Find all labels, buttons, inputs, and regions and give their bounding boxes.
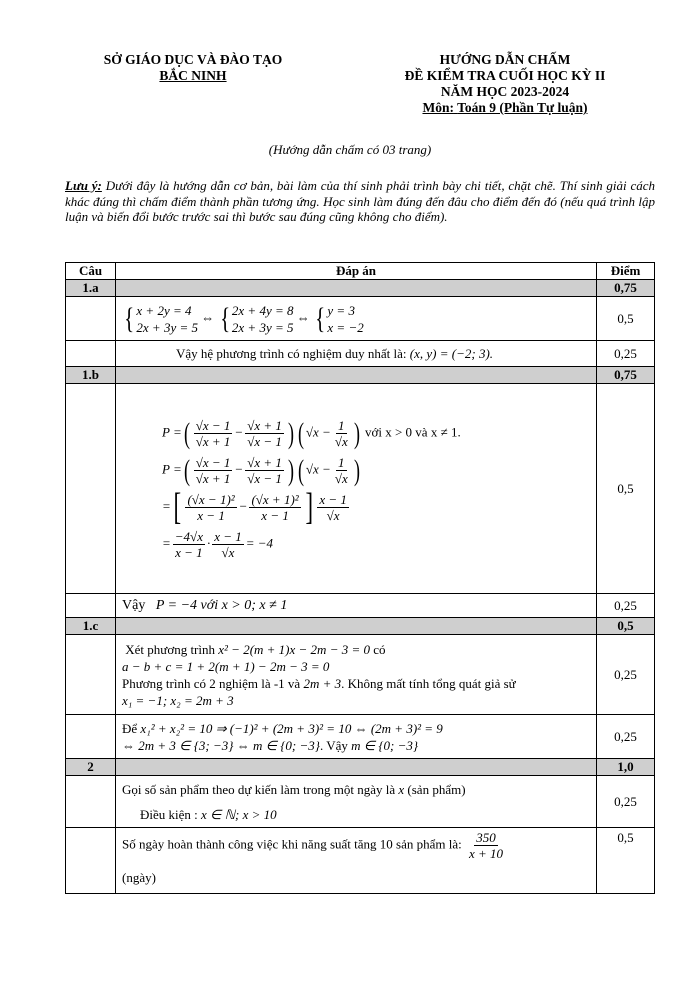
org-province: BẮC NINH [159, 68, 227, 83]
title-line-2: ĐỀ KIỂM TRA CUỐI HỌC KỲ II [404, 68, 606, 83]
section-total: 0,5 [597, 618, 655, 635]
conclusion: Vậy hệ phương trình có nghiệm duy nhất là: (x, y) = (−2; 3). [116, 341, 597, 367]
section-label: 1.a [66, 280, 116, 297]
score: 0,5 [597, 384, 655, 594]
org-name: SỞ GIÁO DỤC VÀ ĐÀO TẠO [103, 52, 283, 67]
title-line-1: HƯỚNG DẪN CHẤM [439, 52, 571, 67]
answer-table [65, 262, 655, 894]
note-text: Dưới đây là hướng dẫn cơ bản, bài làm của thí sinh phải trình bày chi tiết, chặt chẽ. Thí sinh giải cách khác đúng thì chấm điểm thành phần tương ứng. Học sinh làm đúng đến đâu cho điểm đến đó (nếu quá trình lập luận và biến đổi bước trước sai thì bước sau đúng cũng không cho điểm). [65, 178, 655, 224]
header-dap-an: Đáp án [116, 263, 597, 280]
conclusion: Vậy P = −4 với x > 0; x ≠ 1 [116, 594, 597, 618]
document-title-block [360, 52, 650, 116]
score: 0,5 [597, 828, 655, 894]
score: 0,25 [597, 341, 655, 367]
table-row [66, 635, 655, 715]
score: 0,25 [597, 635, 655, 715]
section-row-2 [66, 759, 655, 776]
header-diem: Điểm [597, 263, 655, 280]
header-cau: Câu [66, 263, 116, 280]
table-row [66, 384, 655, 594]
title-line-3: NĂM HỌC 2023-2024 [440, 84, 570, 99]
section-row-1a [66, 280, 655, 297]
note-label: Lưu ý: [65, 178, 102, 193]
score: 0,25 [597, 715, 655, 759]
table-row [66, 594, 655, 618]
table-row [66, 297, 655, 341]
table-row [66, 715, 655, 759]
variable-setup: Gọi số sản phẩm theo dự kiến làm trong một ngày là x (sản phẩm) Điều kiện : x ∈ ℕ; x > 10 [116, 776, 597, 828]
score: 0,25 [597, 776, 655, 828]
condition-solution: Để x₁² + x₂² = 10 ⇒ (−1)² + (2m + 3)² = 10 ⇔ (2m + 3)² = 9 ⇔ 2m + 3 ∈ {3; −3} ⇔ m ∈ {0; −3}. Vậy m ∈ {0; −3} [116, 715, 597, 759]
section-total: 0,75 [597, 367, 655, 384]
subject-line: Môn: Toán 9 (Phần Tự luận) [422, 100, 588, 115]
table-row [66, 341, 655, 367]
table-row [66, 776, 655, 828]
section-row-1b [66, 367, 655, 384]
section-label: 2 [66, 759, 116, 776]
section-total: 0,75 [597, 280, 655, 297]
section-label: 1.c [66, 618, 116, 635]
page-count-note: (Hướng dẫn chấm có 03 trang) [268, 142, 432, 157]
grading-note [65, 178, 655, 225]
section-label: 1.b [66, 367, 116, 384]
score: 0,25 [597, 594, 655, 618]
vieta-argument: Xét phương trình x² − 2(m + 1)x − 2m − 3 = 0 có a − b + c = 1 + 2(m + 1) − 2m − 3 = 0 Phương trình có 2 nghiệm là -1 và 2m + 3. Không mất tính tổng quát giả sử x₁ = −1; x₂ = 2m + 3 [116, 635, 597, 715]
section-total: 1,0 [597, 759, 655, 776]
equation-system: { x + 2y = 4 2x + 3y = 5 ⇔ { 2x + 4y = 8 2x + 3y = 5 ⇔ { y = 3 x = −2 [116, 297, 597, 341]
table-header-row [66, 263, 655, 280]
table-row [66, 828, 655, 894]
issuing-authority [78, 52, 308, 84]
days-expression: Số ngày hoàn thành công việc khi năng suất tăng 10 sản phẩm là: $\frac{350}{x + 10}$ (ngày) [116, 828, 597, 894]
simplification-steps: P =( $\frac{√x - 1}{√x + 1}$ − $\frac{√x + 1}{√x - 1}$ ) ( √x − $\frac{1}{√x}$ ) với x > 0 và x ≠ 1. P =( $\frac{√x - 1}{√x + 1}$ − $\frac{√x + 1}{√x - 1}$ ) ( √x − $\frac{1}{√x}$ ) =[ $\frac{\text{(√x − 1)²}}{x - 1}$ − $\frac{\text{(√x + 1)²}}{x - 1}$ ] $\frac{x - 1}{√x}$ = $\frac{-4√x}{x - 1}$ · $\frac{x - 1}{√x}$ = −4 [116, 384, 597, 594]
score: 0,5 [597, 297, 655, 341]
section-row-1c [66, 618, 655, 635]
